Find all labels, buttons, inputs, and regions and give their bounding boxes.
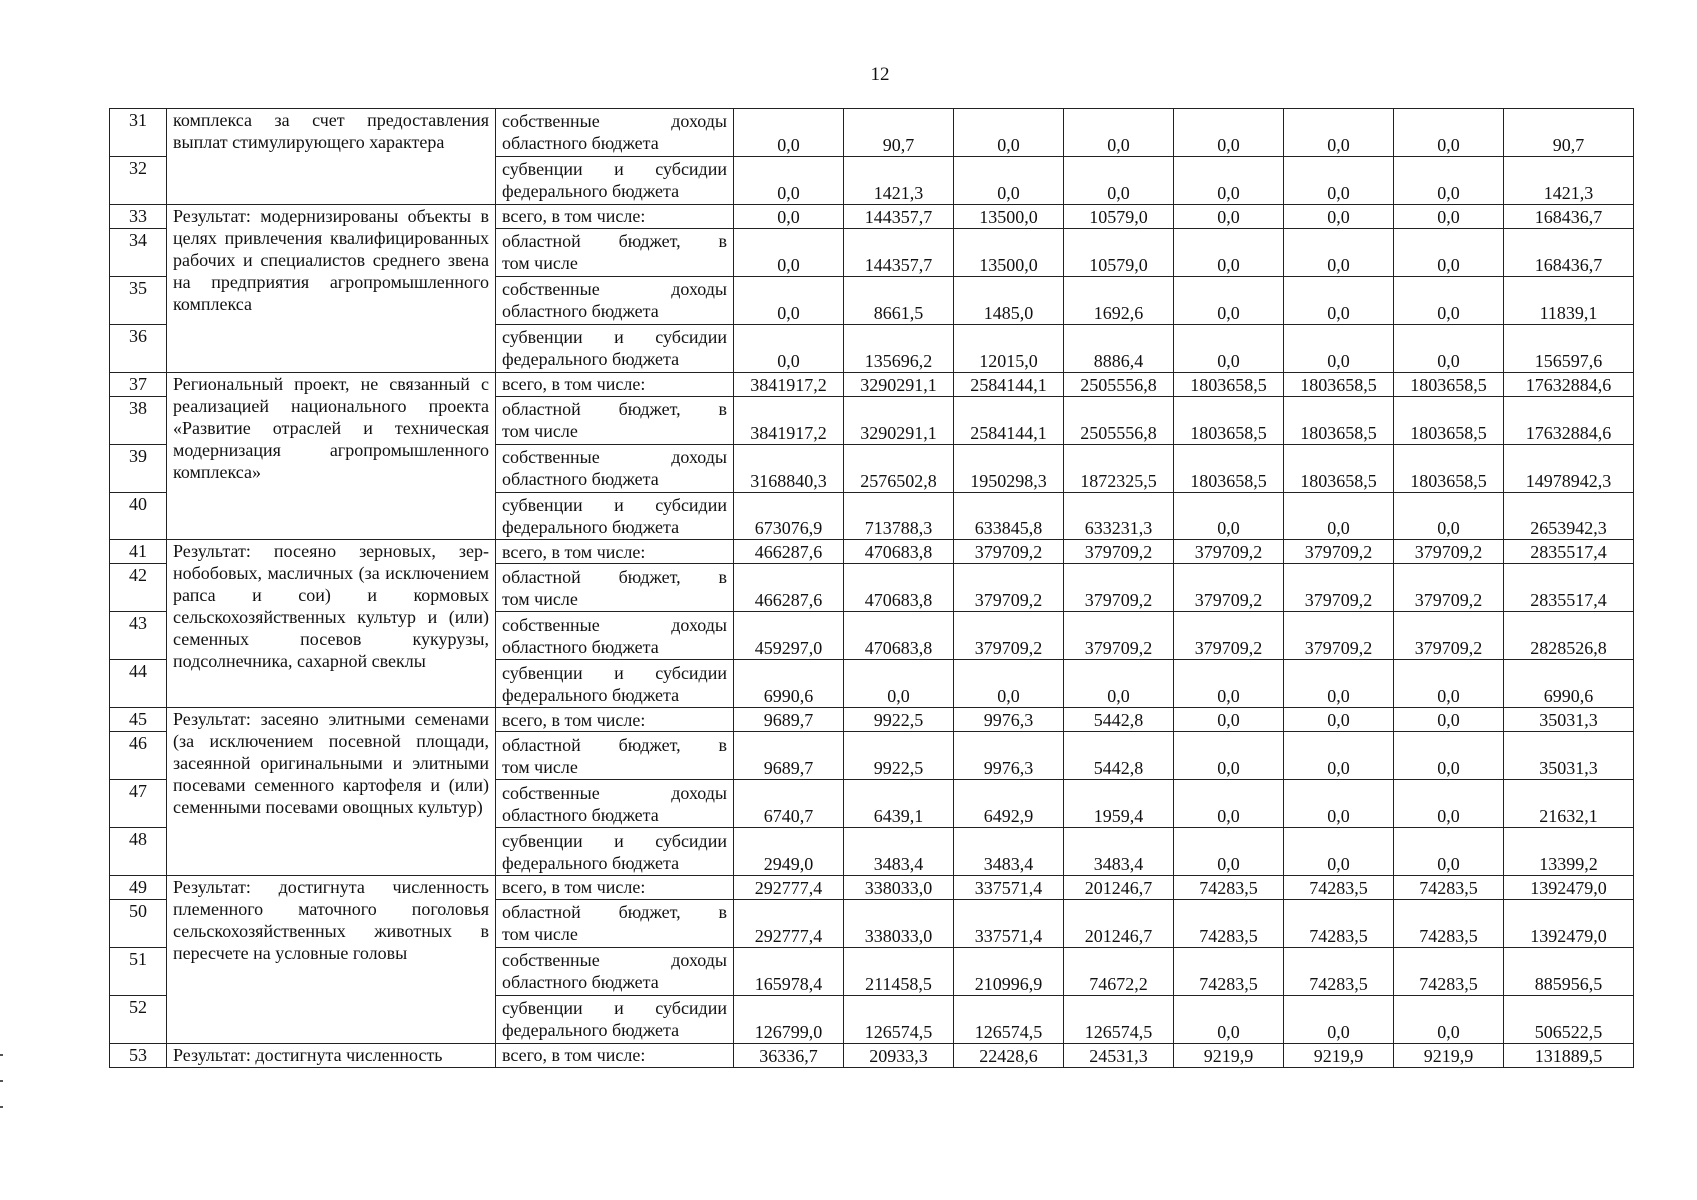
funding-source [496, 204, 734, 228]
value-cell: 126574,5 [1064, 995, 1174, 1043]
funding-source [496, 444, 734, 492]
value-cell: 13500,0 [954, 228, 1064, 276]
value-cell: 135696,2 [844, 324, 954, 372]
row-number: 35 [110, 276, 167, 324]
value-cell: 0,0 [1064, 660, 1174, 708]
value-cell: 379709,2 [1394, 540, 1504, 564]
value-total: 11839,1 [1504, 276, 1634, 324]
row-number: 44 [110, 660, 167, 708]
value-cell: 0,0 [1394, 828, 1504, 876]
value-cell: 0,0 [1394, 660, 1504, 708]
funding-source [496, 564, 734, 612]
value-cell: 201246,7 [1064, 876, 1174, 900]
value-cell: 5442,8 [1064, 708, 1174, 732]
value-total: 13399,2 [1504, 828, 1634, 876]
funding-source-line: федерального бюджета [502, 852, 680, 873]
table-row [110, 876, 1634, 900]
value-cell: 379709,2 [1394, 564, 1504, 612]
funding-source-line: собственные доходы [502, 950, 727, 971]
row-description: Результат: посеяно зерновых, зернобобовых, масличных (за исключением рапса и сои) и кормовых сельскохозяйственных культур и (или) семенных посевов кукурузы, подсолнечника, сахарной свеклы [167, 540, 496, 708]
funding-source-line: федерального бюджета [502, 1020, 680, 1041]
value-cell: 379709,2 [1284, 540, 1394, 564]
row-number: 52 [110, 995, 167, 1043]
value-cell: 1692,6 [1064, 276, 1174, 324]
value-cell: 292777,4 [734, 876, 844, 900]
value-cell: 90,7 [844, 109, 954, 157]
value-total: 21632,1 [1504, 780, 1634, 828]
value-cell: 0,0 [1174, 492, 1284, 540]
value-cell: 1421,3 [844, 156, 954, 204]
row-number: 36 [110, 324, 167, 372]
value-cell: 0,0 [1284, 276, 1394, 324]
row-number: 47 [110, 780, 167, 828]
value-cell: 1803658,5 [1284, 372, 1394, 396]
row-number: 39 [110, 444, 167, 492]
value-cell: 0,0 [1174, 660, 1284, 708]
funding-source-line: субвенции и субсидии [502, 998, 727, 1019]
funding-source-line: областного бюджета [502, 301, 659, 322]
value-cell: 0,0 [1394, 492, 1504, 540]
value-cell: 8886,4 [1064, 324, 1174, 372]
value-cell: 0,0 [1394, 732, 1504, 780]
row-number: 46 [110, 732, 167, 780]
value-cell: 0,0 [1284, 204, 1394, 228]
table-row [110, 372, 1634, 396]
funding-source-line: областной бюджет, в [502, 734, 727, 755]
funding-source [496, 947, 734, 995]
value-cell: 9922,5 [844, 708, 954, 732]
value-total: 14978942,3 [1504, 444, 1634, 492]
table-body [110, 109, 1634, 1068]
funding-source [496, 899, 734, 947]
row-description: Результат: достигнута численность племенного маточного поголовья сельскохозяйственных животных в пересчете на условные головы [167, 876, 496, 1044]
table-row [110, 1043, 1634, 1067]
value-total: 506522,5 [1504, 995, 1634, 1043]
funding-source [496, 995, 734, 1043]
value-total: 2835517,4 [1504, 540, 1634, 564]
funding-source-line: федерального бюджета [502, 684, 680, 705]
value-cell: 0,0 [1284, 995, 1394, 1043]
funding-source [496, 492, 734, 540]
value-cell: 0,0 [1284, 708, 1394, 732]
funding-source [496, 780, 734, 828]
value-cell: 0,0 [1284, 324, 1394, 372]
value-total: 17632884,6 [1504, 396, 1634, 444]
value-cell: 379709,2 [1064, 564, 1174, 612]
value-cell: 338033,0 [844, 876, 954, 900]
value-cell: 0,0 [1174, 156, 1284, 204]
funding-source-line: том числе [502, 924, 578, 945]
value-cell: 379709,2 [1394, 612, 1504, 660]
value-cell: 126799,0 [734, 995, 844, 1043]
row-description: Результат: достигнута численность [167, 1043, 496, 1067]
row-number: 33 [110, 204, 167, 228]
funding-source [496, 540, 734, 564]
value-cell: 1950298,3 [954, 444, 1064, 492]
page-number: 12 [870, 64, 890, 85]
value-cell: 1872325,5 [1064, 444, 1174, 492]
value-cell: 379709,2 [1174, 540, 1284, 564]
value-cell: 9219,9 [1394, 1043, 1504, 1067]
value-cell: 3483,4 [1064, 828, 1174, 876]
value-cell: 0,0 [1394, 780, 1504, 828]
value-cell: 0,0 [1064, 109, 1174, 157]
value-cell: 0,0 [1174, 995, 1284, 1043]
funding-source [496, 708, 734, 732]
value-cell: 126574,5 [844, 995, 954, 1043]
value-cell: 0,0 [1394, 228, 1504, 276]
value-cell: 9219,9 [1284, 1043, 1394, 1067]
value-cell: 379709,2 [1064, 612, 1174, 660]
row-description: комплекса за счет предоставления выплат стимулирующего характера [167, 109, 496, 205]
row-number: 38 [110, 396, 167, 444]
funding-source-line: собственные доходы [502, 782, 727, 803]
value-cell: 0,0 [734, 204, 844, 228]
value-cell: 0,0 [1394, 708, 1504, 732]
value-cell: 3290291,1 [844, 396, 954, 444]
value-cell: 633845,8 [954, 492, 1064, 540]
funding-source-line: собственные доходы [502, 614, 727, 635]
row-number: 49 [110, 876, 167, 900]
value-total: 1392479,0 [1504, 876, 1634, 900]
value-cell: 2584144,1 [954, 396, 1064, 444]
funding-source-line: федерального бюджета [502, 181, 680, 202]
funding-source-line: всего, в том числе: [502, 374, 646, 395]
funding-source-line: том числе [502, 756, 578, 777]
value-cell: 0,0 [954, 109, 1064, 157]
value-cell: 0,0 [1394, 324, 1504, 372]
value-cell: 379709,2 [1284, 564, 1394, 612]
value-total: 2828526,8 [1504, 612, 1634, 660]
funding-source-line: областного бюджета [502, 804, 659, 825]
row-number: 53 [110, 1043, 167, 1067]
funding-source-line: собственные доходы [502, 447, 727, 468]
funding-source-line: всего, в том числе: [502, 541, 646, 562]
value-cell: 74283,5 [1174, 947, 1284, 995]
funding-source-line: всего, в том числе: [502, 877, 646, 898]
value-cell: 1485,0 [954, 276, 1064, 324]
value-cell: 74283,5 [1394, 947, 1504, 995]
value-cell: 673076,9 [734, 492, 844, 540]
value-cell: 0,0 [1174, 828, 1284, 876]
value-cell: 0,0 [954, 156, 1064, 204]
funding-source [496, 372, 734, 396]
value-cell: 0,0 [1284, 109, 1394, 157]
funding-source-line: областной бюджет, в [502, 566, 727, 587]
value-cell: 74283,5 [1174, 876, 1284, 900]
table-row [110, 540, 1634, 564]
value-cell: 0,0 [1284, 156, 1394, 204]
value-cell: 379709,2 [954, 564, 1064, 612]
value-cell: 74283,5 [1284, 899, 1394, 947]
value-cell: 1803658,5 [1284, 396, 1394, 444]
value-cell: 74283,5 [1284, 947, 1394, 995]
value-cell: 0,0 [1174, 708, 1284, 732]
value-total: 1392479,0 [1504, 899, 1634, 947]
value-cell: 337571,4 [954, 876, 1064, 900]
value-cell: 0,0 [1284, 732, 1394, 780]
value-cell: 0,0 [1394, 204, 1504, 228]
funding-source-line: том числе [502, 588, 578, 609]
value-cell: 470683,8 [844, 540, 954, 564]
value-cell: 12015,0 [954, 324, 1064, 372]
value-cell: 0,0 [734, 228, 844, 276]
value-cell: 379709,2 [1284, 612, 1394, 660]
funding-source-line: собственные доходы [502, 279, 727, 300]
value-cell: 466287,6 [734, 540, 844, 564]
value-total: 90,7 [1504, 109, 1634, 157]
value-cell: 1803658,5 [1394, 372, 1504, 396]
value-total: 2653942,3 [1504, 492, 1634, 540]
funding-source-line: субвенции и субсидии [502, 830, 727, 851]
value-cell: 0,0 [1064, 156, 1174, 204]
value-cell: 22428,6 [954, 1043, 1064, 1067]
funding-source [496, 276, 734, 324]
row-description: Региональный проект, не связанный с реализацией национального проекта «Развитие отраслей и техническая модернизация агропромышленного комплекса» [167, 372, 496, 540]
value-cell: 24531,3 [1064, 1043, 1174, 1067]
value-total: 168436,7 [1504, 204, 1634, 228]
funding-source [496, 732, 734, 780]
budget-table [109, 108, 1634, 1068]
row-number: 51 [110, 947, 167, 995]
table-row [110, 204, 1634, 228]
value-cell: 1959,4 [1064, 780, 1174, 828]
value-cell: 0,0 [1394, 156, 1504, 204]
value-cell: 1803658,5 [1284, 444, 1394, 492]
value-total: 35031,3 [1504, 708, 1634, 732]
funding-source [496, 109, 734, 157]
value-total: 35031,3 [1504, 732, 1634, 780]
value-cell: 1803658,5 [1174, 396, 1284, 444]
value-cell: 20933,3 [844, 1043, 954, 1067]
value-cell: 1803658,5 [1174, 372, 1284, 396]
funding-source-line: том числе [502, 421, 578, 442]
row-number: 32 [110, 156, 167, 204]
funding-source-line: областной бюджет, в [502, 231, 727, 252]
table-row [110, 708, 1634, 732]
value-cell: 0,0 [734, 156, 844, 204]
funding-source [496, 324, 734, 372]
value-cell: 9689,7 [734, 708, 844, 732]
value-cell: 0,0 [1174, 228, 1284, 276]
funding-source [496, 396, 734, 444]
funding-source-line: всего, в том числе: [502, 709, 646, 730]
value-cell: 74672,2 [1064, 947, 1174, 995]
value-cell: 2505556,8 [1064, 372, 1174, 396]
value-cell: 0,0 [1174, 276, 1284, 324]
row-description: Результат: модернизированы объекты в целях привлечения квалифицированных рабочих и специалистов среднего звена на предприятия агропромышленного комплекса [167, 204, 496, 372]
funding-source-line: областного бюджета [502, 133, 659, 154]
row-number: 42 [110, 564, 167, 612]
row-number: 43 [110, 612, 167, 660]
row-number: 34 [110, 228, 167, 276]
value-cell: 2584144,1 [954, 372, 1064, 396]
value-cell: 0,0 [1394, 995, 1504, 1043]
funding-source [496, 156, 734, 204]
value-cell: 9976,3 [954, 708, 1064, 732]
value-cell: 379709,2 [954, 540, 1064, 564]
funding-source-line: областной бюджет, в [502, 399, 727, 420]
value-total: 168436,7 [1504, 228, 1634, 276]
row-number: 50 [110, 899, 167, 947]
funding-source-line: всего, в том числе: [502, 1045, 646, 1066]
value-cell: 10579,0 [1064, 204, 1174, 228]
value-cell: 74283,5 [1394, 899, 1504, 947]
value-cell: 36336,7 [734, 1043, 844, 1067]
row-number: 45 [110, 708, 167, 732]
funding-source-line: областной бюджет, в [502, 902, 727, 923]
funding-source [496, 660, 734, 708]
value-cell: 2949,0 [734, 828, 844, 876]
value-total: 1421,3 [1504, 156, 1634, 204]
value-cell: 0,0 [954, 660, 1064, 708]
funding-source-line: всего, в том числе: [502, 206, 646, 227]
funding-source-line: областного бюджета [502, 469, 659, 490]
value-cell: 459297,0 [734, 612, 844, 660]
value-cell: 337571,4 [954, 899, 1064, 947]
value-total: 17632884,6 [1504, 372, 1634, 396]
value-cell: 0,0 [1284, 228, 1394, 276]
value-cell: 0,0 [734, 276, 844, 324]
funding-source-line: федерального бюджета [502, 516, 680, 537]
value-cell: 74283,5 [1174, 899, 1284, 947]
value-total: 156597,6 [1504, 324, 1634, 372]
table-row [110, 109, 1634, 157]
value-cell: 210996,9 [954, 947, 1064, 995]
row-number: 37 [110, 372, 167, 396]
value-cell: 0,0 [1174, 109, 1284, 157]
value-cell: 6990,6 [734, 660, 844, 708]
value-cell: 0,0 [1284, 492, 1394, 540]
value-cell: 9976,3 [954, 732, 1064, 780]
value-cell: 6740,7 [734, 780, 844, 828]
value-cell: 0,0 [1394, 109, 1504, 157]
value-total: 6990,6 [1504, 660, 1634, 708]
funding-source-line: субвенции и субсидии [502, 327, 727, 348]
value-cell: 0,0 [1174, 204, 1284, 228]
value-cell: 338033,0 [844, 899, 954, 947]
funding-source [496, 828, 734, 876]
value-cell: 3168840,3 [734, 444, 844, 492]
value-cell: 13500,0 [954, 204, 1064, 228]
value-cell: 379709,2 [1174, 564, 1284, 612]
value-cell: 0,0 [1284, 660, 1394, 708]
value-cell: 3290291,1 [844, 372, 954, 396]
value-cell: 6492,9 [954, 780, 1064, 828]
funding-source-line: субвенции и субсидии [502, 494, 727, 515]
value-cell: 2576502,8 [844, 444, 954, 492]
value-cell: 0,0 [1284, 828, 1394, 876]
value-cell: 6439,1 [844, 780, 954, 828]
value-cell: 292777,4 [734, 899, 844, 947]
value-total: 2835517,4 [1504, 564, 1634, 612]
value-cell: 144357,7 [844, 228, 954, 276]
value-cell: 0,0 [1174, 324, 1284, 372]
value-cell: 5442,8 [1064, 732, 1174, 780]
value-cell: 0,0 [1394, 276, 1504, 324]
margin-marks [0, 1054, 4, 1132]
value-cell: 9922,5 [844, 732, 954, 780]
value-cell: 74283,5 [1284, 876, 1394, 900]
funding-source [496, 228, 734, 276]
value-cell: 0,0 [844, 660, 954, 708]
value-total: 885956,5 [1504, 947, 1634, 995]
value-cell: 126574,5 [954, 995, 1064, 1043]
value-cell: 0,0 [734, 324, 844, 372]
funding-source-line: областного бюджета [502, 636, 659, 657]
value-cell: 1803658,5 [1394, 396, 1504, 444]
value-cell: 470683,8 [844, 612, 954, 660]
value-cell: 379709,2 [1174, 612, 1284, 660]
funding-source-line: субвенции и субсидии [502, 159, 727, 180]
value-cell: 3483,4 [954, 828, 1064, 876]
value-cell: 0,0 [1174, 732, 1284, 780]
value-cell: 466287,6 [734, 564, 844, 612]
value-cell: 3483,4 [844, 828, 954, 876]
funding-source-line: федерального бюджета [502, 349, 680, 370]
value-cell: 8661,5 [844, 276, 954, 324]
value-cell: 74283,5 [1394, 876, 1504, 900]
value-cell: 470683,8 [844, 564, 954, 612]
value-total: 131889,5 [1504, 1043, 1634, 1067]
value-cell: 165978,4 [734, 947, 844, 995]
value-cell: 3841917,2 [734, 396, 844, 444]
value-cell: 9689,7 [734, 732, 844, 780]
funding-source [496, 876, 734, 900]
value-cell: 1803658,5 [1174, 444, 1284, 492]
row-number: 40 [110, 492, 167, 540]
funding-source-line: областного бюджета [502, 972, 659, 993]
row-number: 31 [110, 109, 167, 157]
value-cell: 201246,7 [1064, 899, 1174, 947]
value-cell: 633231,3 [1064, 492, 1174, 540]
value-cell: 379709,2 [1064, 540, 1174, 564]
funding-source [496, 612, 734, 660]
funding-source-line: собственные доходы [502, 111, 727, 132]
value-cell: 713788,3 [844, 492, 954, 540]
value-cell: 10579,0 [1064, 228, 1174, 276]
value-cell: 3841917,2 [734, 372, 844, 396]
value-cell: 0,0 [734, 109, 844, 157]
value-cell: 2505556,8 [1064, 396, 1174, 444]
value-cell: 144357,7 [844, 204, 954, 228]
value-cell: 9219,9 [1174, 1043, 1284, 1067]
row-number: 48 [110, 828, 167, 876]
value-cell: 379709,2 [954, 612, 1064, 660]
value-cell: 0,0 [1284, 780, 1394, 828]
funding-source-line: том числе [502, 253, 578, 274]
row-number: 41 [110, 540, 167, 564]
row-description: Результат: засеяно элитными семенами (за исключением посевной площади, засеянной оригинальными и элитными посевами семенного картофеля и (или) семенными посевами овощных культур) [167, 708, 496, 876]
funding-source-line: субвенции и субсидии [502, 662, 727, 683]
value-cell: 0,0 [1174, 780, 1284, 828]
funding-source [496, 1043, 734, 1067]
value-cell: 211458,5 [844, 947, 954, 995]
value-cell: 1803658,5 [1394, 444, 1504, 492]
